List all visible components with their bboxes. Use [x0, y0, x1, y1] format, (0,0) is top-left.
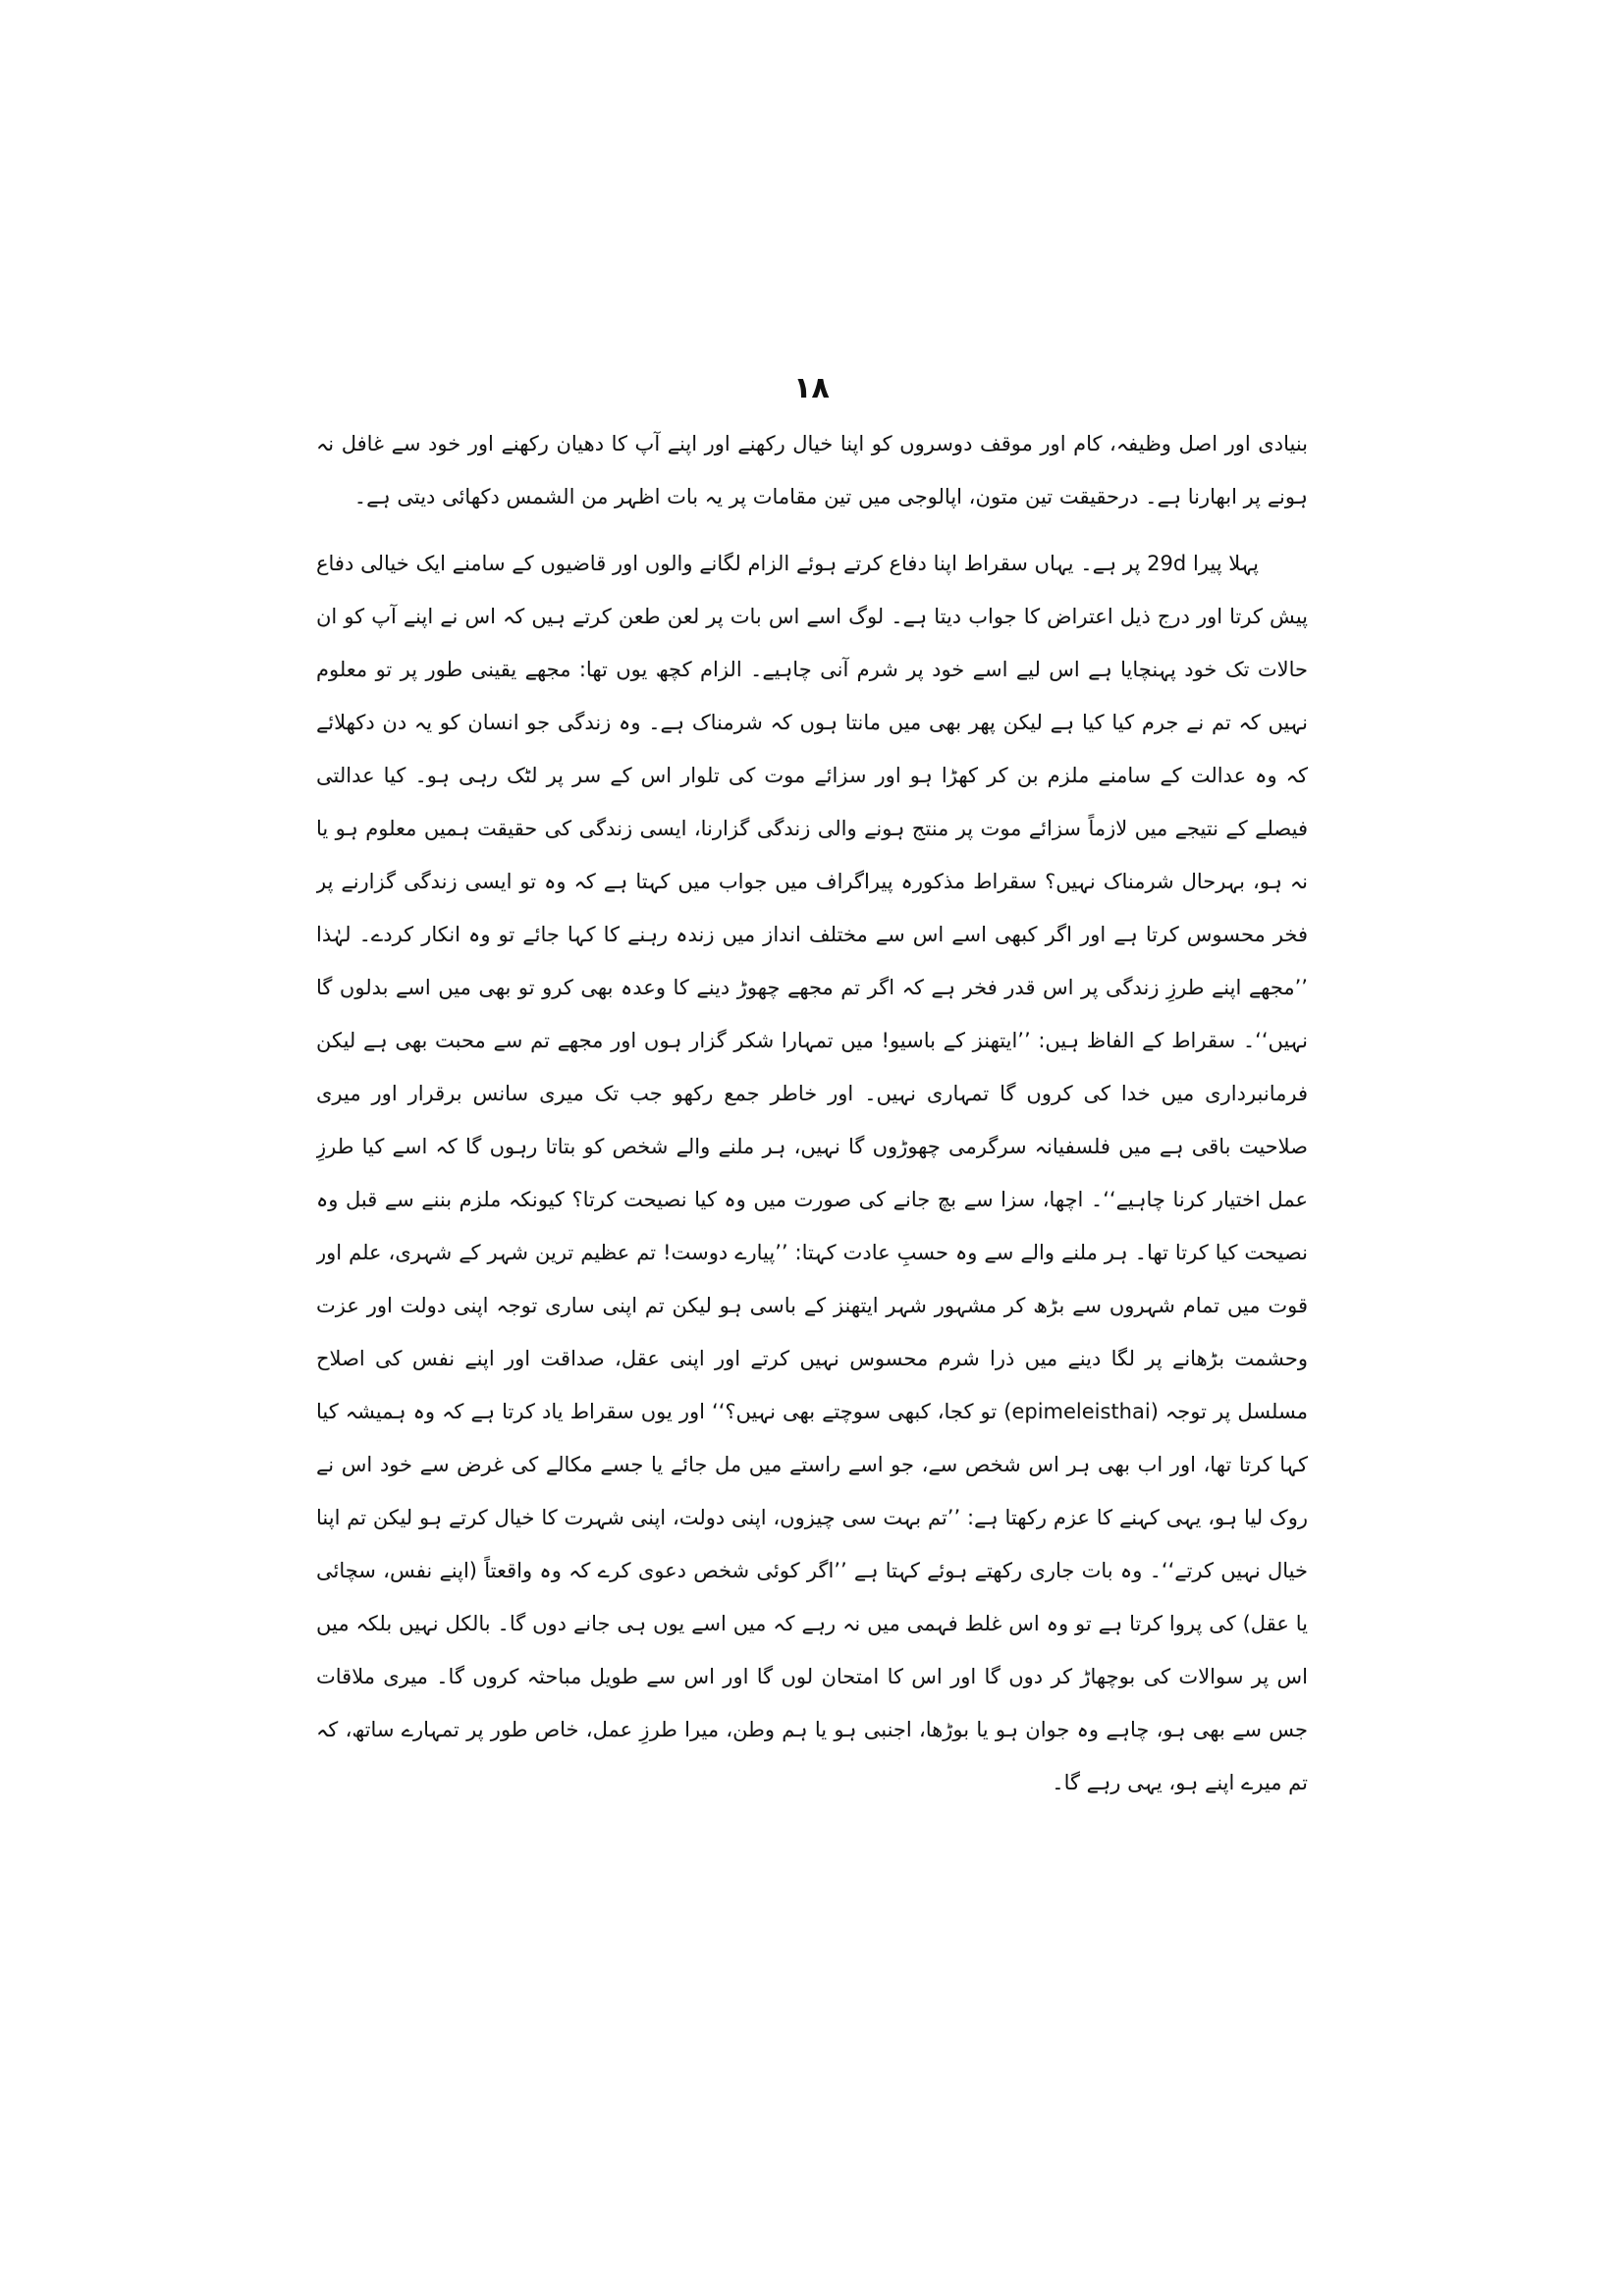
paragraph-2: پہلا پیرا 29d پر ہے۔ یہاں سقراط اپنا دفاع کرتے ہوئے الزام لگانے والوں اور قاضیوں کے سامنے ایک خیالی دفاع پیش کرتا اور درج ذیل اعتراض کا جواب دیتا ہے۔ لوگ اسے اس بات پر لعن طعن کرتے ہیں کہ اس نے اپنے آپ کو ان حالات تک خود پہنچایا ہے اس لیے اسے خود پر شرم آنی چاہیے۔ الزام کچھ یوں تھا: مجھے یقینی طور پر تو معلوم نہیں کہ تم نے جرم کیا کیا ہے لیکن پھر بھی میں مانتا ہوں کہ شرمناک ہے۔ وہ زندگی جو انسان کو یہ دن دکھلائے کہ وہ عدالت کے سامنے ملزم بن کر کھڑا ہو اور سزائے موت کی تلوار اس کے سر پر لٹک رہی ہو۔ کیا عدالتی فیصلے کے نتیجے میں لازماً سزائے موت پر منتج ہونے والی زندگی گزارنا، ایسی زندگی کی حقیقت ہمیں معلوم ہو یا نہ ہو، بہرحال شرمناک نہیں؟ سقراط مذکورہ پیراگراف میں جواب میں کہتا ہے کہ وہ تو ایسی زندگی گزارنے پر فخر محسوس کرتا ہے اور اگر کبھی اسے اس سے مختلف انداز میں زندہ رہنے کا کہا جائے تو وہ انکار کردے۔ لہٰذا ’’مجھے اپنے طرزِ زندگی پر اس قدر فخر ہے کہ اگر تم مجھے چھوڑ دینے کا وعدہ بھی کرو تو بھی میں اسے بدلوں گا نہیں‘‘۔ سقراط کے الفاظ ہیں: ’’ایتھنز کے باسیو! میں تمہارا شکر گزار ہوں اور مجھے تم سے محبت بھی ہے لیکن فرمانبرداری میں خدا کی کروں گا تمہاری نہیں۔ اور خاطر جمع رکھو جب تک میری سانس برقرار اور میری صلاحیت باقی ہے میں فلسفیانہ سرگرمی چھوڑوں گا نہیں، ہر ملنے والے شخص کو بتاتا رہوں گا کہ اسے کیا طرزِ عمل اختیار کرنا چاہیے‘‘۔ اچھا، سزا سے بچ جانے کی صورت میں وہ کیا نصیحت کرتا؟ کیونکہ ملزم بننے سے قبل وہ نصیحت کیا کرتا تھا۔ ہر ملنے والے سے وہ حسبِ عادت کہتا: ’’پیارے دوست! تم عظیم ترین شہر کے شہری، علم اور قوت میں تمام شہروں سے بڑھ کر مشہور شہر ایتھنز کے باسی ہو لیکن تم اپنی ساری توجہ اپنی دولت اور عزت وحشمت بڑھانے پر لگا دینے میں ذرا شرم محسوس نہیں کرتے اور اپنی عقل، صداقت اور اپنے نفس کی اصلاح مسلسل پر توجہ (epimeleisthai) تو کجا، کبھی سوچتے بھی نہیں؟‘‘ اور یوں سقراط یاد کرتا ہے کہ وہ ہمیشہ کیا کہا کرتا تھا، اور اب بھی ہر اس شخص سے، جو اسے راستے میں مل جائے یا جسے مکالے کی غرض سے خود اس نے روک لیا ہو، یہی کہنے کا عزم رکھتا ہے: ’’تم بہت سی چیزوں، اپنی دولت، اپنی شہرت کا خیال کرتے ہو لیکن تم اپنا خیال نہیں کرتے‘‘۔ وہ بات جاری رکھتے ہوئے کہتا ہے ’’اگر کوئی شخص دعوی کرے کہ وہ واقعتاً (اپنے نفس، سچائی یا عقل) کی پروا کرتا ہے تو وہ اس غلط فہمی میں نہ رہے کہ میں اسے یوں ہی جانے دوں گا۔ بالکل نہیں بلکہ میں اس پر سوالات کی بوچھاڑ کر دوں گا اور اس کا امتحان لوں گا اور اس سے طویل مباحثہ کروں گا۔ میری ملاقات جس سے بھی ہو، چاہے وہ جوان ہو یا بوڑھا، اجنبی ہو یا ہم وطن، میرا طرزِ عمل، خاص طور پر تمہارے ساتھ، کہ تم میرے اپنے ہو، یہی رہے گا۔ — [316, 552, 1308, 1794]
paragraph-1: بنیادی اور اصل وظیفہ، کام اور موقف دوسروں کو اپنا خیال رکھنے اور اپنے آپ کا دھیان رکھنے اور خود سے غافل نہ ہونے پر ابھارنا ہے۔ درحقیقت تین متون، اپالوجی میں تین مقامات پر یہ بات اظہر من الشمس دکھائی دیتی ہے۔ — [316, 432, 1308, 508]
page-number: ۱۸ — [793, 371, 830, 405]
body-text — [316, 417, 1308, 2233]
